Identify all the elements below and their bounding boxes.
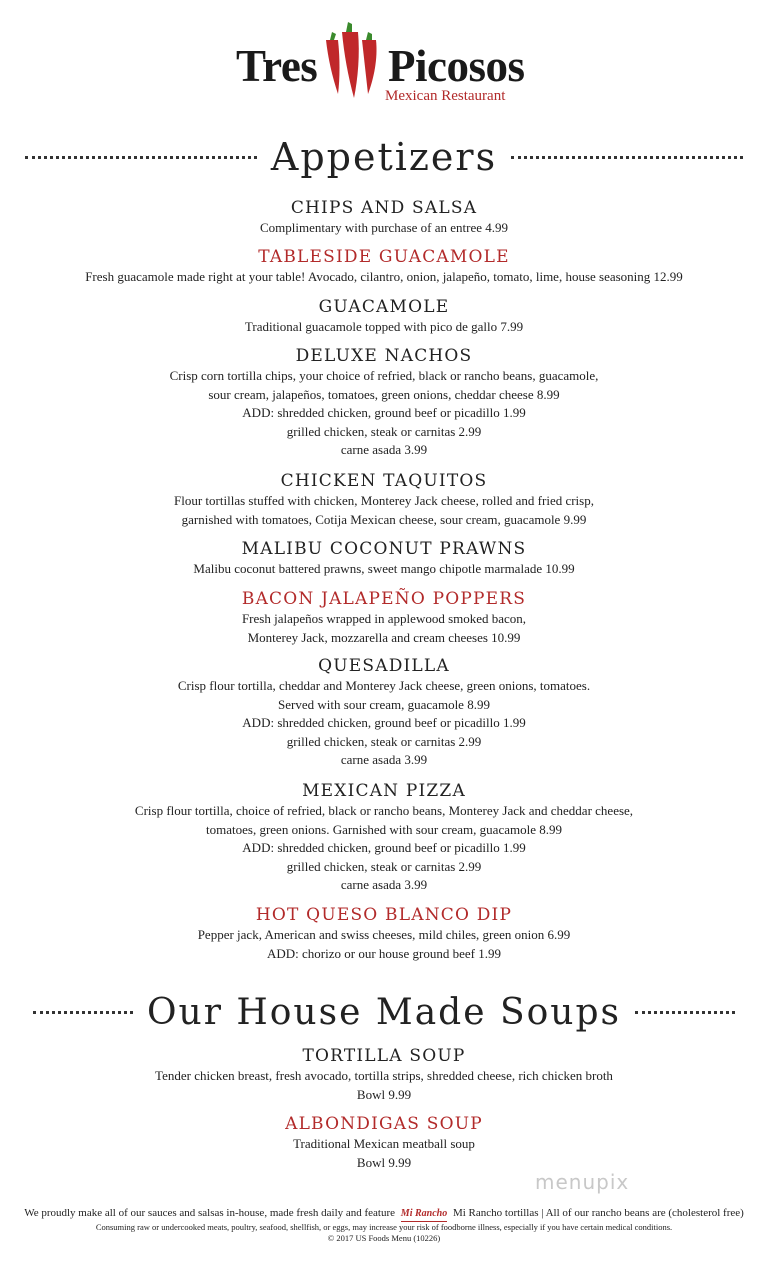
item-addon: carne asada 3.99 xyxy=(340,752,428,767)
item-name: QUESADILLA xyxy=(318,656,450,676)
item-description: Traditional guacamole topped with pico de gallo 7.99 xyxy=(244,319,524,334)
item-addon: carne asada 3.99 xyxy=(340,442,428,457)
item-name: MEXICAN PIZZA xyxy=(302,781,466,801)
menu-item xyxy=(0,538,768,579)
item-addon: ADD: shredded chicken, ground beef or picadillo 1.99 xyxy=(242,840,526,855)
menu-item xyxy=(0,780,768,895)
item-description: Crisp flour tortilla, cheddar and Monterey Jack cheese, green onions, tomatoes. xyxy=(177,678,591,693)
menu-item xyxy=(0,1113,768,1172)
menu-item xyxy=(0,470,768,529)
chili-peppers-icon xyxy=(318,18,388,98)
heading-divider-left xyxy=(33,1011,133,1014)
item-description: Served with sour cream, guacamole 8.99 xyxy=(278,696,490,712)
item-name: TABLESIDE GUACAMOLE xyxy=(258,247,510,267)
mi-rancho-logo: Mi Rancho xyxy=(401,1207,447,1222)
menu-item xyxy=(0,655,768,770)
section-title: Our House Made Soups xyxy=(147,991,621,1033)
watermark: menupix xyxy=(535,1170,630,1194)
item-name: TORTILLA SOUP xyxy=(302,1046,466,1066)
item-price: Bowl 9.99 xyxy=(356,1086,412,1102)
soups-heading xyxy=(0,986,768,1038)
item-name: GUACAMOLE xyxy=(318,297,450,317)
section-title: Appetizers xyxy=(270,135,498,179)
item-description: garnished with tomatoes, Cotija Mexican cheese, sour cream, guacamole 9.99 xyxy=(181,511,587,527)
copyright: © 2017 US Foods Menu (10226) xyxy=(327,1233,441,1243)
menu-item xyxy=(0,904,768,963)
item-name: HOT QUESO BLANCO DIP xyxy=(255,905,513,925)
food-safety-warning: Consuming raw or undercooked meats, poultry, seafood, shellfish, or eggs, may increase your risk of foodborne illness, especially if you have certain medical conditions. xyxy=(95,1222,673,1232)
item-description: Crisp flour tortilla, choice of refried, black or rancho beans, Monterey Jack and cheddar cheese, xyxy=(134,803,634,818)
menu-item xyxy=(0,246,768,287)
item-addon: carne asada 3.99 xyxy=(340,877,428,892)
footer-notice xyxy=(0,1206,768,1222)
restaurant-logo xyxy=(0,14,768,110)
item-addon: ADD: shredded chicken, ground beef or picadillo 1.99 xyxy=(242,405,526,420)
item-description: tomatoes, green onions. Garnished with sour cream, guacamole 8.99 xyxy=(206,821,562,837)
item-description: Traditional Mexican meatball soup xyxy=(293,1136,475,1151)
item-addon: grilled chicken, steak or carnitas 2.99 xyxy=(286,858,482,874)
item-description: Tender chicken breast, fresh avocado, tortilla strips, shredded cheese, rich chicken broth xyxy=(155,1068,613,1083)
item-addon: ADD: shredded chicken, ground beef or picadillo 1.99 xyxy=(242,715,526,730)
item-description: Monterey Jack, mozzarella and cream cheeses 10.99 xyxy=(247,629,521,645)
item-name: MALIBU COCONUT PRAWNS xyxy=(241,539,527,559)
menu-item xyxy=(0,197,768,238)
menu-item xyxy=(0,1045,768,1104)
logo-word-left: Tres xyxy=(236,41,318,91)
item-description: Pepper jack, American and swiss cheeses, mild chiles, green onion 6.99 xyxy=(197,927,571,942)
appetizers-heading xyxy=(0,132,768,182)
item-name: DELUXE NACHOS xyxy=(295,346,473,366)
item-name: ALBONDIGAS SOUP xyxy=(285,1114,483,1134)
item-description: sour cream, jalapeños, tomatoes, green onions, cheddar cheese 8.99 xyxy=(208,386,560,402)
menu-item xyxy=(0,345,768,460)
logo-subtitle: Mexican Restaurant xyxy=(385,88,506,104)
menu-item xyxy=(0,296,768,337)
item-addon: grilled chicken, steak or carnitas 2.99 xyxy=(286,733,482,749)
heading-divider-left xyxy=(25,156,257,159)
footer-notice-part-2: Mi Rancho tortillas | All of our rancho beans are (cholesterol free) xyxy=(452,1207,744,1219)
item-price: Bowl 9.99 xyxy=(356,1154,412,1170)
item-description: Crisp corn tortilla chips, your choice of refried, black or rancho beans, guacamole, xyxy=(169,368,599,383)
item-name: BACON JALAPEÑO POPPERS xyxy=(241,589,527,609)
item-description: Malibu coconut battered prawns, sweet mango chipotle marmalade 10.99 xyxy=(193,561,575,576)
footer xyxy=(0,1206,768,1244)
heading-divider-right xyxy=(511,156,743,159)
logo-word-right: Picosos xyxy=(388,41,525,91)
item-description: Fresh guacamole made right at your table! Avocado, cilantro, onion, jalapeño, tomato, lime, house seasoning 12.99 xyxy=(85,269,683,284)
item-addon: grilled chicken, steak or carnitas 2.99 xyxy=(286,423,482,439)
item-name: CHIPS AND SALSA xyxy=(290,198,478,218)
item-addon: ADD: chorizo or our house ground beef 1.99 xyxy=(267,945,501,961)
heading-divider-right xyxy=(635,1011,735,1014)
item-description: Flour tortillas stuffed with chicken, Monterey Jack cheese, rolled and fried crisp, xyxy=(174,493,594,508)
item-description: Fresh jalapeños wrapped in applewood smoked bacon, xyxy=(241,611,527,626)
item-description: Complimentary with purchase of an entree 4.99 xyxy=(259,220,508,235)
menu-item xyxy=(0,588,768,647)
item-name: CHICKEN TAQUITOS xyxy=(280,471,488,491)
footer-notice-part-1: We proudly make all of our sauces and salsas in-house, made fresh daily and feature xyxy=(24,1207,396,1219)
